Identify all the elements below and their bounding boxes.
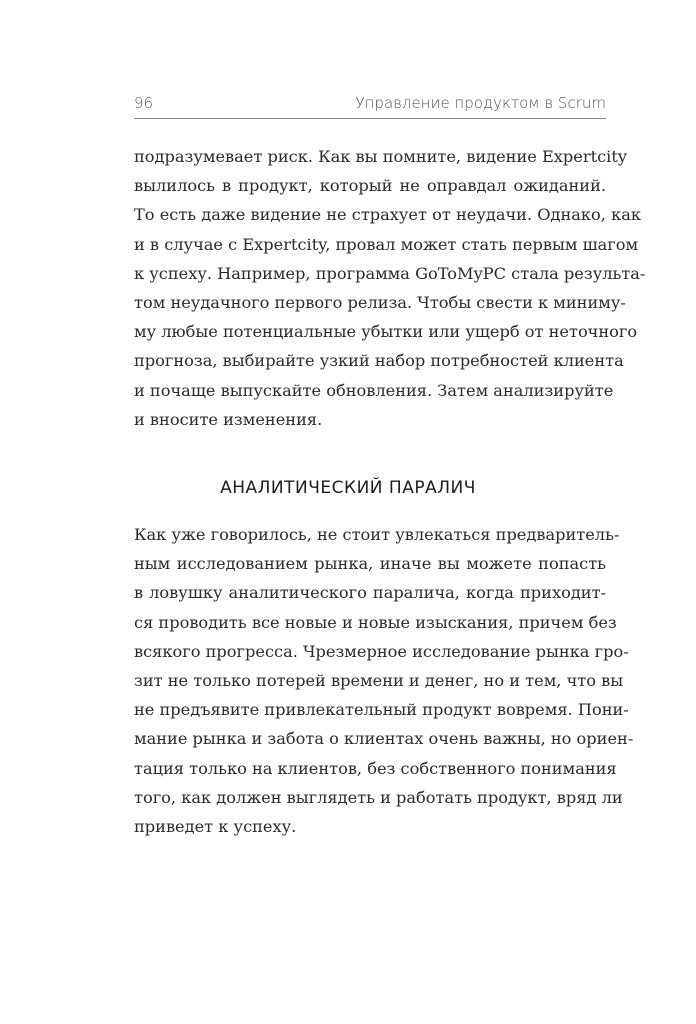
text-line: к успеху. Например, программа GoToMyPC стала результа- (134, 263, 646, 283)
text-line: ным исследованием рынка, иначе вы можете попасть (134, 554, 606, 574)
text-line: и почаще выпускайте обновления. Затем анализируйте (134, 380, 614, 400)
text-line: То есть даже видение не страхует от неудачи. Однако, как (134, 205, 641, 225)
text-line: прогноза, выбирайте узкий набор потребностей клиента (134, 351, 624, 371)
text-line: подразумевает риск. Как вы помните, видение Expertcity (134, 147, 627, 166)
text-line: того, как должен выглядеть и работать продукт, вряд ли (134, 787, 623, 807)
text-line: в ловушку аналитического паралича, когда приходит- (134, 583, 606, 603)
text-line: мание рынка и забота о клиентах очень важны, но ориен- (134, 729, 634, 749)
text-line: тация только на клиентов, без собственного понимания (134, 758, 617, 778)
text-line: не предъявите привлекательный продукт вовремя. Пони- (134, 700, 629, 720)
running-title: Управление продуктом в Scrum (355, 94, 606, 112)
page-number: 96 (134, 94, 154, 112)
text-line: вылилось в продукт, который не оправдал ожиданий. (134, 176, 606, 196)
section-heading: АНАЛИТИЧЕСКИЙ ПАРАЛИЧ (220, 478, 476, 498)
text-line: всякого прогресса. Чрезмерное исследование рынка гро- (134, 641, 629, 661)
text-line: и вносите изменения. (134, 409, 323, 429)
text-line: зит не только потерей времени и денег, но и тем, что вы (134, 670, 624, 690)
text-line: му любые потенциальные убытки или ущерб от неточного (134, 322, 638, 342)
paragraph-2 (134, 520, 634, 841)
text-line: том неудачного первого релиза. Чтобы свести к миниму- (134, 292, 626, 312)
text-line: приведет к успеху. (134, 816, 297, 836)
paragraph-1 (134, 142, 646, 434)
text-line: и в случае с Expertcity, провал может стать первым шагом (134, 234, 639, 254)
running-header (134, 94, 606, 119)
text-line: Как уже говорилось, не стоит увлекаться предваритель- (134, 525, 620, 544)
text-line: ся проводить все новые и новые изыскания, причем без (134, 612, 617, 632)
